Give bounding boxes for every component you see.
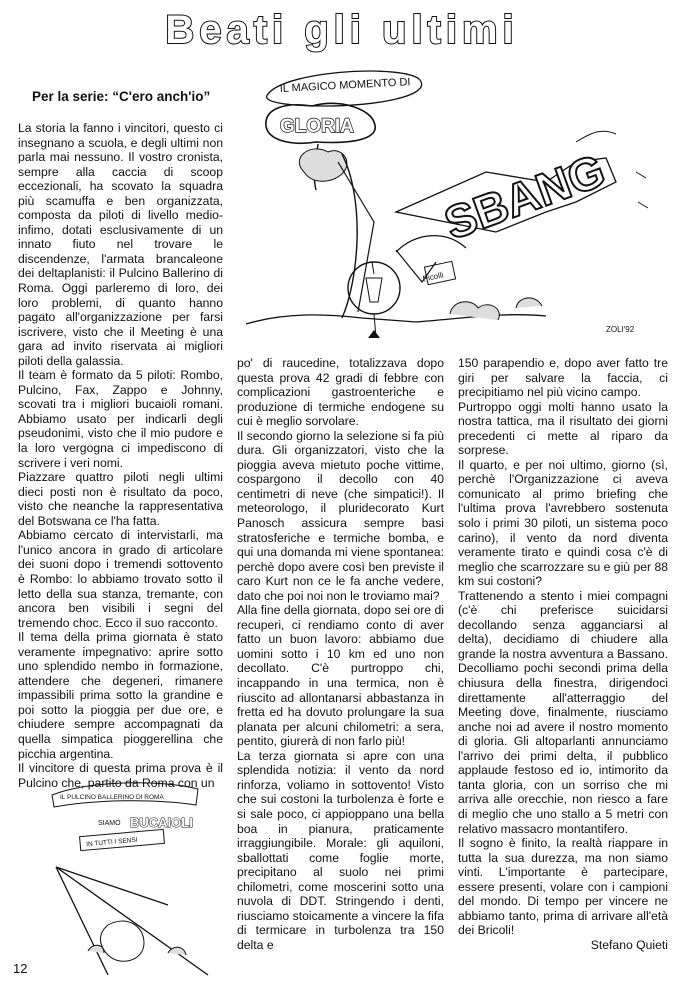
cartoon-sound-effect: SBANG (437, 143, 612, 250)
paragraph: Alla fine della giornata, dopo sei ore di recuperi, ci rendiamo conto di aver fatto un buon lavoro: abbiamo due uomini sotto i 10 km ed uno non decollato. C'è purtroppo chi, incappando in una termica, non è riuscito ad allontanarsi abbastanza in fretta ed ha dovuto prolungare la sua planata per alcuni chilometri: a sera, pentito, giurerà di non farlo più! (237, 603, 444, 749)
cartoon-caption-1: IL MAGICO MOMENTO DI (279, 76, 411, 95)
paragraph: po' di raucedine, totalizzava dopo questa prova 42 gradi di febbre con complicazioni gastroenteriche e produzione di termiche endogene su cui è meglio sorvolare. (237, 356, 444, 429)
paragraph: La terza giornata si apre con una splendida notizia: il vento da nord rinforza, voliamo in sottovento! Visto che sui costoni la turbolenza è forte e si sale poco, ci appioppano una bella boa in pianura, praticamente irraggiungibile. Morale: gli aquiloni, sballottati come foglie morte, precipitano al suolo nei primi chilometri, come moscerini sotto una nuvola di DDT. Stringendo i denti, riusciamo stoicamente a vincere la fifa di termicare in turbolenza tra 150 delta e (237, 748, 444, 952)
small-cartoon-line-4: IN TUTTI I SENSI (85, 836, 138, 849)
article-column-3 (458, 356, 668, 957)
cartoon-signature: ZOLI'92 (606, 325, 635, 334)
small-cartoon-line-1: IL PULCINO BALLERINO DI ROMA (60, 794, 164, 801)
paragraph: 150 parapendio e, dopo aver fatto tre giri per salvare la faccia, ci precipitiamo nel più vicino campo. (458, 356, 668, 400)
paragraph: Il sogno è finito, la realtà riappare in tutta la sua durezza, ma non siamo vinti. L'importante è partecipare, essere presenti, volare con i campioni del mondo. Di tempo per vincere ne abbiamo tanto, prima di arrivare all'età dei Bricoli! (458, 836, 668, 938)
paragraph: La storia la fanno i vincitori, questo ci insegnano a scuola, e degli ultimi non parla mai nessuno. Il vostro cronista, sempre alla caccia di scoop eccezionali, ha scovato la squadra più scamuffa e ben organizzata, composta da piloti di livello medio-infimo, dotati esclusivamente di un innato fiuto nel trovare le discendenze, l'armata brancaleone dei deltaplanisti: il Pulcino Ballerino di Roma. Oggi parleremo di loro, dei loro problemi, di quanto hanno pagato all'organizzazione per farsi iscrivere, visto che il Meeting è una gara ad invito riservata ai migliori piloti della galassia. (18, 121, 223, 368)
article-column-2 (237, 356, 444, 957)
small-cartoon-line-3: BUCAIOLI (130, 815, 193, 830)
paragraph: Piazzare quattro piloti negli ultimi dieci posti non è risultato da poco, visto che neanche la rappresentativa del Botswana ce l'ha fatta. (18, 470, 223, 528)
cartoon-caption-2: GLORIA (280, 116, 354, 137)
page-title: Beati gli ultimi (165, 8, 519, 52)
main-cartoon-illustration (246, 62, 666, 354)
article-column-1 (18, 121, 223, 790)
page-number: 12 (13, 961, 28, 976)
cartoon-sign-text: Picolli (421, 270, 445, 284)
paragraph: Il secondo giorno la selezione si fa più dura. Gli organizzatori, visto che la pioggia aveva mietuto poche vittime, cospargono il decollo con 40 centimetri di neve (che simpatici!). Il meteorologo, il pluridecorato Kurt Panosch assicura sempre basi stratosferiche e termiche bomba, e qui una domanda mi viene spontanea: perchè dopo avere così ben previste il caro Kurt non ce le fa anche vedere, dato che poi noi non le troviamo mai? (237, 428, 444, 603)
paragraph: Il quarto, e per noi ultimo, giorno (sì, perchè l'Organizzazione ci aveva comunicato al primo briefing che l'ultima prova l'avrebbero sostenuta solo i primi 30 piloti, un sistema poco carino), il vento da nord diventa veramente tirato e quindi cosa c'è di meglio che scarrozzare su e giù per 88 km sui costoni? (458, 457, 669, 589)
series-heading: Per la serie: “C'ero anch'io” (32, 89, 211, 104)
paragraph: Purtroppo oggi molti hanno usato la nostra tattica, ma il risultato dei giorni precedenti ci mette al riparo da sorprese. (458, 399, 668, 458)
small-cartoon-illustration (48, 775, 228, 985)
paragraph: Il tema della prima giornata è stato veramente impegnativo: aprire sotto uno splendido nembo in formazione, attendere che degeneri, rimanere impassibili prima sotto la grandine e poi sotto la pioggia per due ore, e chiudere sempre accompagnati da quella simpatica pioggerellina che picchia argentina. (18, 630, 223, 761)
paragraph: Trattenendo a stento i miei compagni (c'è chi preferisce suicidarsi decollando senza agganciarsi al delta), decidiamo di chiudere alla grande la nostra avventura a Bassano. Decolliamo pochi secondi prima della chiusura della finestra, dirigendoci direttamente all'atterraggio del Meeting dove, finalmente, riusciamo anche noi ad avere il nostro momento di gloria. Gli altoparlanti annunciamo l'arrivo dei primi delta, il pubblico applaude festoso ed io, intimorito da tanta gloria, con un sorriso che mi arriva alle orecchie, non riesco a fare di meglio che uno stallo a 5 metri con relativo massacro montantifero. (458, 588, 668, 836)
paragraph: Il vincitore di questa prima prova è il Pulcino che, partito da Roma con un (18, 761, 223, 790)
small-cartoon-line-2: SIAMO (98, 820, 121, 827)
paragraph: Il team è formato da 5 piloti: Rombo, Pulcino, Fax, Zappo e Johnny, scovati tra i migliori bucaioli romani. Abbiamo usato per indicarli degli pseudonimi, visto che il mio pudore e la loro vergogna ci impediscono di scrivere i veri nomi. (18, 368, 223, 470)
paragraph: Abbiamo cercato di intervistarli, ma l'unico ancora in grado di articolare dei suoni dopo i tremendi sottovento è Rombo: lo abbiamo trovato sotto il letto della sua stanza, tremante, con ancora ben visibili i segni del tremendo choc. Ecco il suo racconto. (18, 528, 223, 630)
author-signature: Stefano Quieti (590, 937, 668, 952)
